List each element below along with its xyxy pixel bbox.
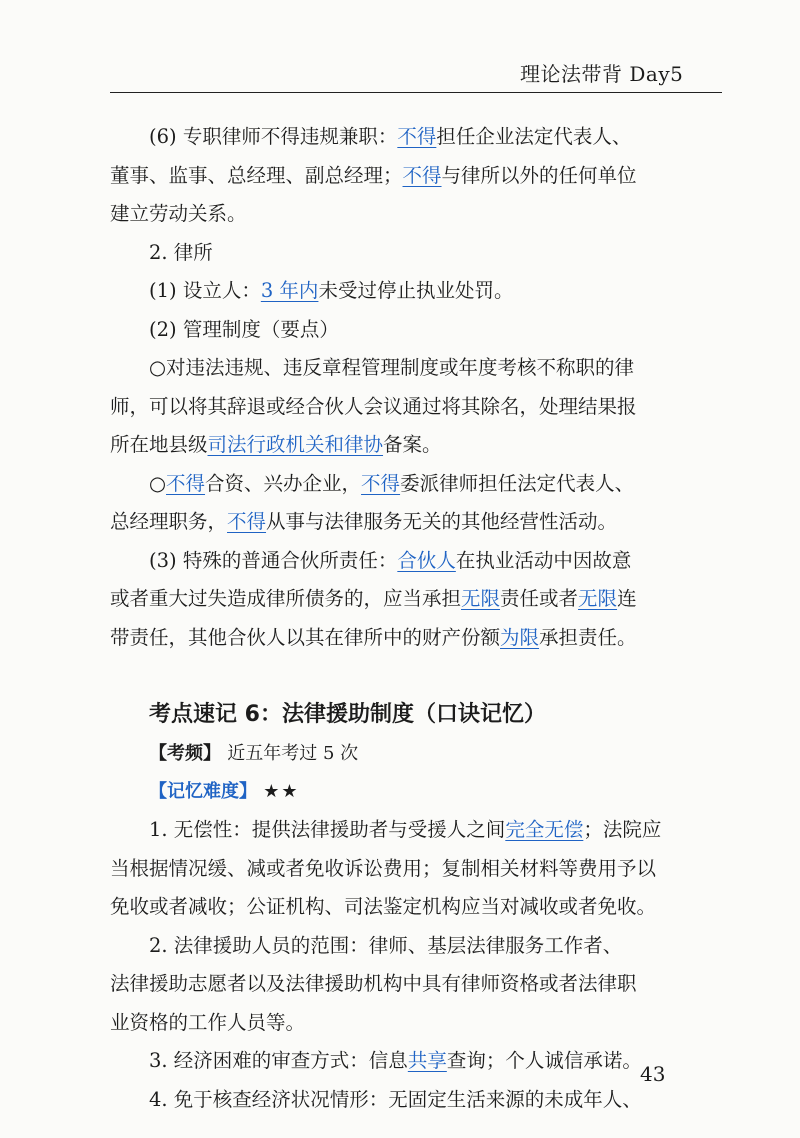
underlined-keyword: 为限 <box>500 625 540 649</box>
text-run: 免收或者减收；公证机构、司法鉴定机构应当对减收或者免收。 <box>110 895 657 918</box>
text-run: 带责任，其他合伙人以其在律所中的财产份额 <box>110 625 501 649</box>
text-line <box>110 118 722 157</box>
item-free-of-charge <box>110 811 722 927</box>
underlined-keyword: 司法行政机关和律协 <box>207 433 384 456</box>
item-aid-personnel <box>110 927 722 1043</box>
underlined-keyword: 无限 <box>578 587 618 610</box>
text-line <box>110 811 722 850</box>
underlined-keyword: 不得 <box>166 471 206 495</box>
star-icon: ★★ <box>263 781 300 802</box>
text-run: 备案。 <box>383 433 442 456</box>
section-heading: 考点速记 6：法律援助制度（口诀记忆） <box>149 702 546 727</box>
text-line <box>110 465 722 504</box>
text-line <box>110 426 722 465</box>
underlined-keyword: 不得 <box>361 471 401 495</box>
page-body <box>110 118 722 1119</box>
underlined-keyword: 共享 <box>407 1049 447 1072</box>
text-line <box>110 1004 722 1043</box>
text-line <box>110 195 722 234</box>
text-run: 总经理职务， <box>110 510 228 533</box>
text-run: 1. 无偿性：提供法律援助者与受援人之间 <box>149 818 506 841</box>
text-run: 建立劳动关系。 <box>110 202 247 225</box>
text-run: 所在地县级 <box>110 433 208 456</box>
text-line <box>110 619 722 658</box>
text-line <box>110 927 722 966</box>
text-line <box>110 503 722 542</box>
paragraph-partnership-liability <box>110 542 722 658</box>
text-line <box>110 850 722 889</box>
underlined-keyword: 不得 <box>227 510 267 533</box>
underlined-keyword: 不得 <box>397 125 437 148</box>
text-run: ○ <box>149 471 167 495</box>
text-run: 4. 免于核查经济状况情形：无固定生活来源的未成年人、 <box>149 1087 642 1111</box>
paragraph-prohibitions <box>110 465 722 542</box>
underlined-keyword: 不得 <box>402 163 442 187</box>
text-run: 连 <box>617 587 637 610</box>
text-run: 师，可以将其辞退或经合伙人会议通过将其除名，处理结果报 <box>110 394 637 418</box>
paragraph-founder <box>110 272 722 311</box>
text-run: 2. 法律援助人员的范围：律师、基层法律服务工作者、 <box>149 933 623 957</box>
text-run: (6) 专职律师不得违规兼职： <box>149 125 398 148</box>
page-number: 43 <box>640 1062 666 1086</box>
text-run: 担任企业法定代表人、 <box>436 125 632 148</box>
text-line <box>110 965 722 1004</box>
text-run: 与律所以外的任何单位 <box>441 163 637 187</box>
text-run: (3) 特殊的普通合伙所责任： <box>149 548 398 572</box>
text-run: 未受过停止执业处罚。 <box>318 279 514 302</box>
text-run: 当根据情况缓、减或者免收诉讼费用；复制相关材料等费用予以 <box>110 856 657 880</box>
paragraph-lawyer-side-job <box>110 118 722 234</box>
text-line <box>110 580 722 619</box>
underlined-keyword: 合伙人 <box>397 548 456 572</box>
paragraph-management: (2) 管理制度（要点） <box>149 317 339 341</box>
text-run: ○对违法违规、违反章程管理制度或年度考核不称职的律 <box>149 356 635 379</box>
underlined-keyword: 3 年内 <box>260 279 319 302</box>
text-run: 责任或者 <box>500 587 579 610</box>
text-run: (1) 设立人： <box>149 279 261 302</box>
text-run: 法律援助志愿者以及法律援助机构中具有律师资格或者法律职 <box>110 972 637 995</box>
text-run: ；法院应 <box>583 818 662 841</box>
text-run: 合资、兴办企业， <box>205 471 362 495</box>
underlined-keyword: 无限 <box>461 587 501 610</box>
text-line <box>110 542 722 581</box>
difficulty-label: 【记忆难度】 <box>149 781 257 802</box>
underlined-keyword: 完全无偿 <box>505 818 584 841</box>
text-line <box>110 349 722 388</box>
text-run: 查询；个人诚信承诺。 <box>446 1049 642 1072</box>
frequency-value: 近五年考过 5 次 <box>227 743 359 764</box>
header-rule <box>110 92 722 93</box>
text-run: 从事与法律服务无关的其他经营性活动。 <box>266 510 618 533</box>
subheading-law-firm: 2. 律所 <box>149 240 213 264</box>
text-run: 3. 经济困难的审查方式：信息 <box>149 1049 408 1072</box>
memory-difficulty <box>110 773 722 811</box>
item-review-method <box>110 1042 722 1081</box>
text-run: 承担责任。 <box>539 625 637 649</box>
frequency-label: 【考频】 <box>149 743 221 764</box>
text-run: 业资格的工作人员等。 <box>110 1010 306 1034</box>
text-line <box>110 888 722 927</box>
exam-frequency <box>110 735 722 773</box>
text-run: 在执业活动中因故意 <box>455 548 632 572</box>
text-run: 董事、监事、总经理、副总经理； <box>110 163 403 187</box>
item-exemption <box>110 1081 722 1120</box>
text-run: 委派律师担任法定代表人、 <box>400 471 635 495</box>
text-run: 或者重大过失造成律所债务的，应当承担 <box>110 587 462 610</box>
paragraph-dismissal <box>110 349 722 465</box>
text-line <box>110 388 722 427</box>
text-line <box>110 157 722 196</box>
running-header: 理论法带背 Day5 <box>520 62 684 86</box>
